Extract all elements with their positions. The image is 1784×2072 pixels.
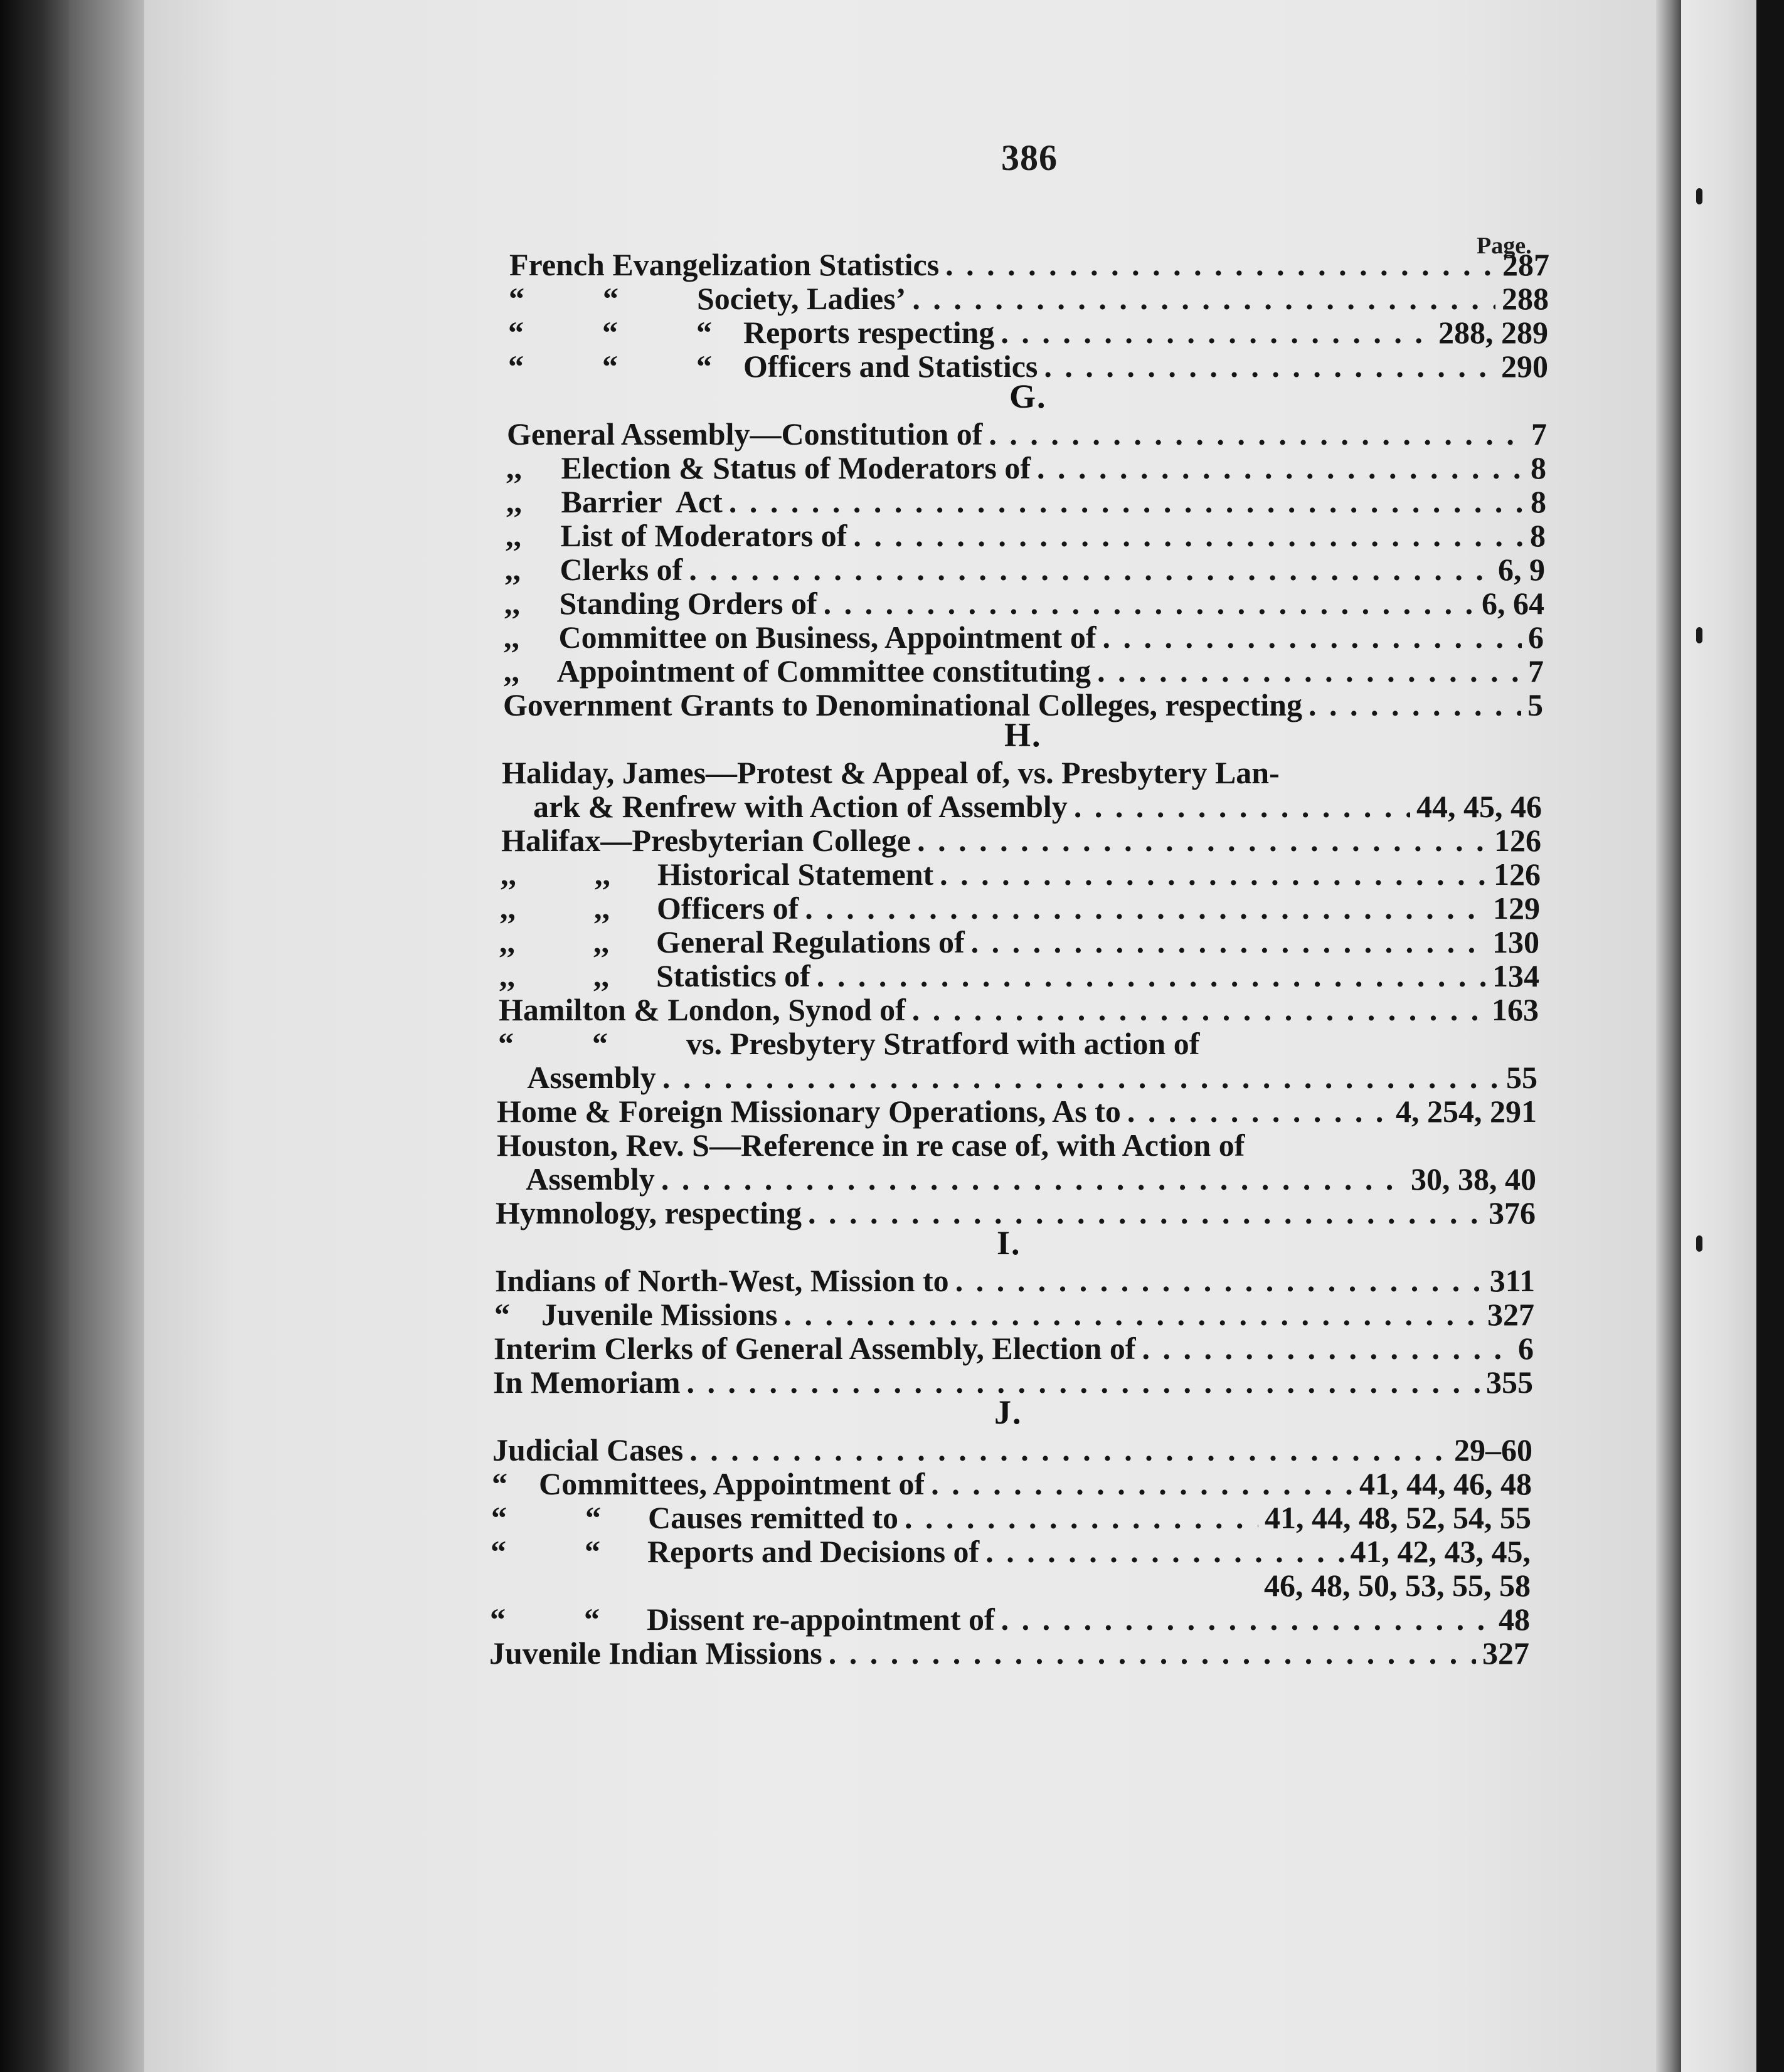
- index-entry-label: Halifax—Presbyterian College: [501, 823, 911, 858]
- index-entry-label: Haliday, James—Protest & Appeal of, vs. Presbytery Lan-: [502, 755, 1280, 790]
- page-gutter: [1656, 0, 1681, 2072]
- dot-leader: [1097, 654, 1522, 688]
- index-entry: [492, 1467, 1532, 1501]
- index-entry-label: Assembly: [496, 1161, 655, 1197]
- index-entry-page: 7: [1531, 416, 1547, 452]
- index-entry-page: 44, 45, 46: [1416, 789, 1542, 824]
- index-entry-label: “ “ Society, Ladies’: [509, 281, 906, 316]
- index-entry-label: ark & Renfrew with Action of Assembly: [502, 789, 1068, 824]
- index-entry: [504, 586, 1544, 620]
- dot-leader: [989, 417, 1525, 451]
- index-entry-label: Houston, Rev. S—Reference in re case of, with Action of: [497, 1128, 1245, 1163]
- dot-leader: [931, 1467, 1353, 1501]
- dot-leader: [729, 485, 1524, 519]
- index-entry-label: Judicial Cases: [492, 1432, 684, 1467]
- index-entry-page: 134: [1492, 958, 1539, 993]
- index-entry-page: 8: [1531, 484, 1546, 519]
- scan-left-shadow: [0, 0, 69, 2072]
- dot-leader: [689, 1433, 1448, 1467]
- dot-leader: [853, 519, 1524, 552]
- index-entry: [501, 857, 1541, 891]
- index-entry-label: ,, ,, Officers of: [500, 891, 799, 926]
- index-entry-label: Assembly: [497, 1060, 656, 1095]
- index-entry-label: Hamilton & London, Synod of: [499, 992, 906, 1027]
- index-entry: [496, 1162, 1536, 1196]
- index-entry: [497, 1060, 1537, 1094]
- index-entry: [500, 891, 1540, 925]
- index-entry-page: 8: [1530, 518, 1546, 553]
- index-entry: [497, 1094, 1537, 1128]
- index-entry-label: “ “ Dissent re-appointment of: [490, 1602, 995, 1637]
- index-entry-page: 287: [1502, 247, 1549, 282]
- dot-leader: [985, 1535, 1344, 1568]
- index-entry-label: ,, List of Moderators of: [506, 518, 847, 553]
- index-entry-label: Hymnology, respecting: [496, 1195, 802, 1230]
- dot-leader: [1127, 1094, 1389, 1128]
- dot-leader: [689, 552, 1492, 586]
- index-entry-page: 355: [1486, 1365, 1533, 1400]
- index-entry: [497, 1128, 1537, 1162]
- index-entry: [502, 756, 1542, 790]
- index-entry: [492, 1433, 1532, 1467]
- index-entry: [506, 519, 1546, 552]
- index-entry-page: 327: [1487, 1297, 1534, 1332]
- index-entry-label: “ “ vs. Presbytery Stratford with action of: [498, 1026, 1200, 1061]
- dot-leader: [805, 891, 1487, 925]
- index-entry-label: ,, Committee on Business, Appointment of: [504, 620, 1096, 655]
- index-entry-page: 376: [1489, 1195, 1536, 1230]
- index-entry: [494, 1298, 1534, 1331]
- dot-leader: [817, 959, 1486, 993]
- index-entry-page: 30, 38, 40: [1411, 1161, 1536, 1197]
- index-entry: [506, 485, 1546, 519]
- index-entry-label: Indians of North-West, Mission to: [495, 1263, 949, 1298]
- index-entry-label: ,, ,, Historical Statement: [501, 857, 934, 892]
- index-entry-page: 48: [1499, 1602, 1530, 1637]
- index-entry-page: 130: [1492, 924, 1539, 959]
- index-entry-label: ,, Barrier Act: [506, 484, 723, 519]
- index-entry-page: 55: [1506, 1060, 1537, 1095]
- dot-leader: [829, 1636, 1476, 1670]
- dot-leader: [662, 1060, 1500, 1094]
- index-entry-page: 163: [1492, 992, 1539, 1027]
- index-entry-label: ,, Standing Orders of: [504, 586, 817, 621]
- index-entry-label: “ Juvenile Missions: [494, 1297, 778, 1332]
- index-section-letter: I.: [997, 1224, 1021, 1262]
- index-entry-page: 126: [1494, 823, 1541, 858]
- dot-leader: [912, 993, 1485, 1027]
- index-entry-page: 5: [1527, 687, 1543, 722]
- index-entry: [502, 790, 1542, 823]
- index-entry: [508, 315, 1548, 349]
- index-entry-label: ,, Clerks of: [505, 552, 683, 587]
- dot-leader: [945, 248, 1496, 282]
- dot-leader: [687, 1365, 1480, 1399]
- index-entry-page: 8: [1531, 450, 1546, 485]
- index-entry-page: 327: [1482, 1636, 1529, 1671]
- index-entry-label: “ “ “ Reports respecting: [508, 315, 995, 350]
- binding-thread: [1696, 627, 1702, 643]
- index-entry-label: “ “ “ Officers and Statistics: [508, 349, 1038, 384]
- index-entry-page: 41, 44, 46, 48: [1359, 1466, 1532, 1501]
- index-entry-page: 7: [1528, 653, 1544, 689]
- facing-page-edge: [1681, 0, 1756, 2072]
- binding-thread: [1696, 1235, 1702, 1252]
- index-entry: [494, 1331, 1534, 1365]
- index-entry: [506, 451, 1546, 485]
- dot-leader: [1001, 315, 1432, 349]
- index-entry-label: Home & Foreign Missionary Operations, As to: [497, 1094, 1121, 1129]
- index-entry: [491, 1568, 1531, 1602]
- dot-leader: [1037, 451, 1524, 485]
- scan-right-shadow: [1756, 0, 1784, 2072]
- index-entry-label: “ Committees, Appointment of: [492, 1466, 925, 1501]
- index-entry-label: Interim Clerks of General Assembly, Election of: [494, 1331, 1136, 1366]
- index-entry: [499, 959, 1539, 993]
- index-entry-label: ,, Election & Status of Moderators of: [506, 450, 1031, 485]
- dot-leader: [905, 1501, 1258, 1535]
- index-section-letter: H.: [1004, 716, 1042, 754]
- dot-leader: [1001, 1602, 1492, 1636]
- index-entry: [501, 823, 1541, 857]
- index-entry-label: Juvenile Indian Missions: [489, 1636, 822, 1671]
- dot-leader: [940, 857, 1487, 891]
- index-entry: [507, 417, 1547, 451]
- index-entry: [509, 248, 1549, 282]
- index-section-letter: G.: [1009, 378, 1047, 415]
- index-entry-page: 6: [1518, 1331, 1534, 1366]
- index-entry: [509, 282, 1549, 315]
- index-entry: [499, 925, 1539, 959]
- dot-leader: [783, 1298, 1481, 1331]
- index-entry-page: 29–60: [1454, 1432, 1532, 1467]
- index-entry: [491, 1535, 1531, 1568]
- dot-leader: [1309, 688, 1521, 722]
- dot-leader: [1044, 349, 1495, 383]
- index-entry-label: ,, Appointment of Committee constituting: [504, 653, 1091, 689]
- dot-leader: [824, 586, 1475, 620]
- dot-leader: [971, 925, 1486, 959]
- index-entry-page: 290: [1501, 349, 1548, 384]
- page-column-heading: Page.: [1477, 233, 1532, 259]
- index-entry: [498, 1027, 1538, 1060]
- index-entry-page: 6: [1528, 620, 1544, 655]
- dot-leader: [661, 1162, 1404, 1196]
- index-entry-page: 6, 64: [1482, 586, 1544, 621]
- index-entry-page: 41, 42, 43, 45,: [1350, 1534, 1531, 1569]
- index-entry-page: 6, 9: [1498, 552, 1545, 587]
- dot-leader: [1074, 790, 1410, 823]
- index-entry-page: 129: [1493, 891, 1540, 926]
- dot-leader: [808, 1196, 1482, 1230]
- index-entry: [504, 620, 1544, 654]
- index-entry-label: ,, ,, General Regulations of: [499, 924, 965, 959]
- index-entry-page: 311: [1489, 1263, 1535, 1298]
- index-entry-label: ,, ,, Statistics of: [499, 958, 810, 993]
- index-entry-label: Government Grants to Denominational Colleges, respecting: [503, 687, 1302, 722]
- index-entry-label: “ “ Causes remitted to: [491, 1500, 898, 1535]
- index-entry-page: 288: [1502, 281, 1549, 316]
- index-entry: [491, 1501, 1531, 1535]
- index-entry: [495, 1264, 1535, 1298]
- index-entry-label: In Memoriam: [493, 1365, 681, 1400]
- binding-thread: [1696, 188, 1702, 204]
- index-entry-label: General Assembly—Constitution of: [507, 416, 983, 452]
- index-entry-label: French Evangelization Statistics: [509, 247, 940, 282]
- dot-leader: [1102, 620, 1522, 654]
- index-entry: [505, 552, 1545, 586]
- index-entry-page: 126: [1494, 857, 1541, 892]
- index-entry: [490, 1602, 1530, 1636]
- page-number: 386: [1001, 137, 1058, 178]
- dot-leader: [912, 282, 1495, 315]
- index-entry-page: 288, 289: [1438, 315, 1548, 350]
- index-section-letter: J.: [994, 1393, 1022, 1431]
- dot-leader: [955, 1264, 1484, 1298]
- dot-leader: [1142, 1331, 1512, 1365]
- index-entry: [489, 1636, 1529, 1670]
- index-entry-page: 41, 44, 48, 52, 54, 55: [1265, 1500, 1531, 1535]
- book-spine-band: [69, 0, 144, 2072]
- dot-leader: [917, 823, 1488, 857]
- index-entry: [504, 654, 1544, 688]
- index-entry-page: 46, 48, 50, 53, 55, 58: [1264, 1568, 1531, 1603]
- index-entry: [499, 993, 1539, 1027]
- index-entry-label: “ “ Reports and Decisions of: [491, 1534, 980, 1569]
- index-entry-page: 4, 254, 291: [1396, 1094, 1537, 1129]
